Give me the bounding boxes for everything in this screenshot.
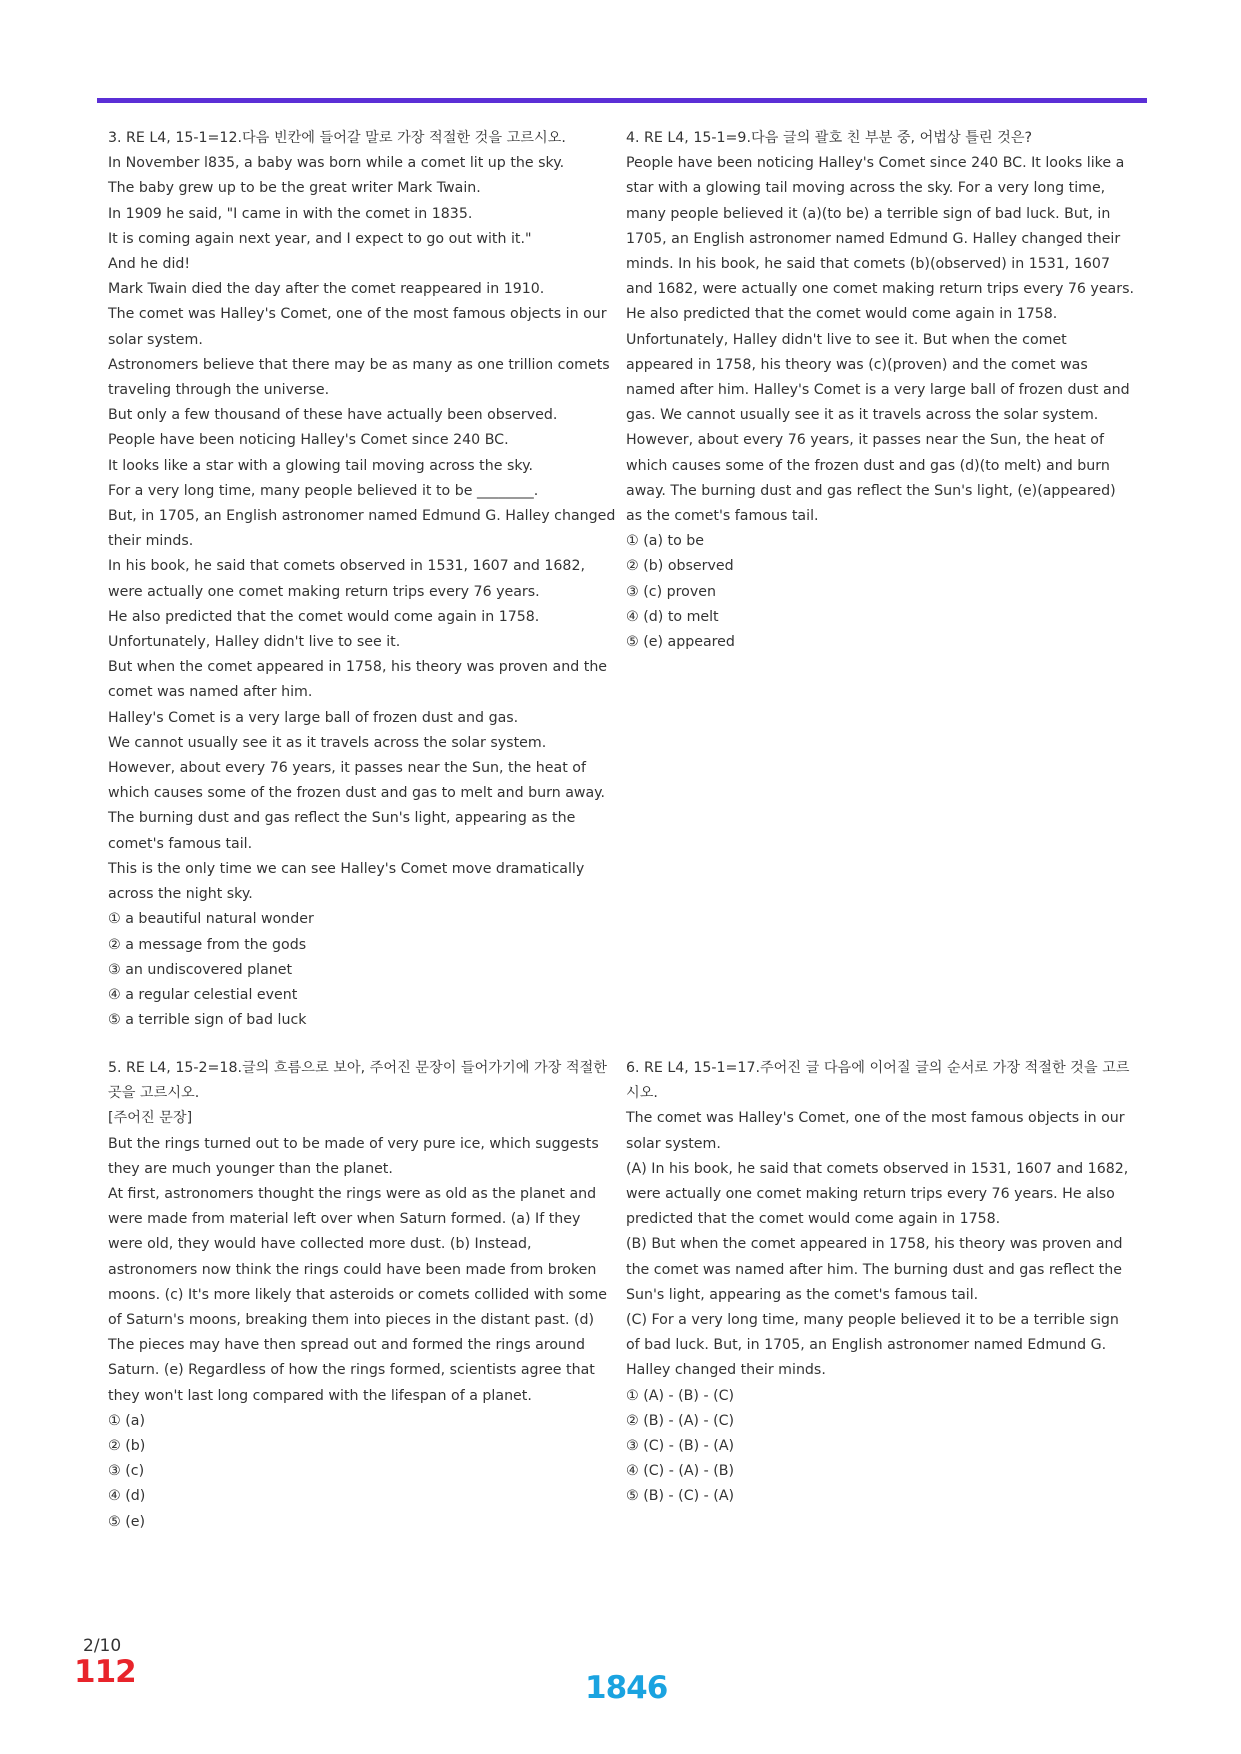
passage-line: Halley's Comet is a very large ball of frozen dust and gas. bbox=[108, 709, 519, 726]
passage-line: In 1909 he said, "I came in with the comet in 1835. bbox=[108, 205, 473, 222]
choice[interactable]: ① (A) - (B) - (C) bbox=[626, 1387, 735, 1404]
passage-line: It looks like a star with a glowing tail moving across the sky. bbox=[108, 457, 533, 474]
given-sentence: But the rings turned out to be made of very pure ice, which suggests they are much younger than the planet. bbox=[108, 1135, 599, 1177]
choice[interactable]: ④ a regular celestial event bbox=[108, 986, 298, 1003]
passage-line: But when the comet appeared in 1758, his theory was proven and the comet was named after him. bbox=[108, 659, 608, 701]
question-title: 3. RE L4, 15-1=12.다음 빈칸에 들어갈 말로 가장 적절한 것을 고르시오. bbox=[108, 130, 566, 146]
question-title: 4. RE L4, 15-1=9.다음 글의 괄호 친 부분 중, 어법상 틀린 것은? bbox=[626, 130, 1033, 146]
passage-line: The baby grew up to be the great writer Mark Twain. bbox=[108, 180, 481, 197]
choice[interactable]: ③ (C) - (B) - (A) bbox=[626, 1438, 735, 1455]
question-title: 5. RE L4, 15-2=18.글의 흐름으로 보아, 주어진 문장이 들어가기에 가장 적절한 곳을 고르시오. bbox=[108, 1060, 607, 1102]
intro-passage: The comet was Halley's Comet, one of the most famous objects in our solar system. bbox=[626, 1110, 1125, 1152]
question-5 bbox=[108, 1056, 618, 1535]
brand-logo-center: 1846 bbox=[585, 1670, 668, 1706]
question-3 bbox=[108, 126, 618, 1033]
passage-line: Unfortunately, Halley didn't live to see it. bbox=[108, 634, 401, 651]
passage-line: The burning dust and gas reflect the Sun's light, appearing as the comet's famous tail. bbox=[108, 810, 576, 852]
passage-line: For a very long time, many people believed it to be ________. bbox=[108, 482, 539, 499]
passage-line: Astronomers believe that there may be as many as one trillion comets traveling through the universe. bbox=[108, 356, 610, 399]
choice[interactable]: ③ (c) proven bbox=[626, 583, 716, 600]
choice[interactable]: ⑤ a terrible sign of bad luck bbox=[108, 1012, 307, 1029]
passage-line: He also predicted that the comet would come again in 1758. bbox=[108, 608, 540, 625]
passage-line: People have been noticing Halley's Comet since 240 BC. bbox=[108, 432, 509, 449]
question-4 bbox=[626, 126, 1136, 655]
paragraph-c: (C) For a very long time, many people believed it to be a terrible sign of bad luck. But, in 1705, an English astronomer named Edmund G. Halley changed their minds. bbox=[626, 1312, 1119, 1379]
passage-line: And he did! bbox=[108, 256, 191, 273]
passage-line: The comet was Halley's Comet, one of the most famous objects in our solar system. bbox=[108, 306, 607, 348]
page-number: 2/10 bbox=[83, 1636, 122, 1656]
choice[interactable]: ④ (d) bbox=[108, 1488, 146, 1505]
passage-line: In his book, he said that comets observed in 1531, 1607 and 1682, were actually one comet making return trips every 76 years. bbox=[108, 558, 585, 600]
passage-line: But only a few thousand of these have actually been observed. bbox=[108, 407, 558, 424]
choice[interactable]: ③ an undiscovered planet bbox=[108, 961, 293, 978]
passage-line: It is coming again next year, and I expect to go out with it." bbox=[108, 230, 532, 247]
choice[interactable]: ② (b) observed bbox=[626, 558, 734, 575]
choice[interactable]: ⑤ (e) bbox=[108, 1513, 146, 1530]
choice[interactable]: ② a message from the gods bbox=[108, 936, 307, 953]
brand-logo-left: 112 bbox=[74, 1654, 136, 1690]
passage-line: In November l835, a baby was born while a comet lit up the sky. bbox=[108, 155, 565, 172]
passage-line: However, about every 76 years, it passes near the Sun, the heat of which causes some of the frozen dust and gas to melt and burn away. bbox=[108, 760, 606, 802]
choice[interactable]: ⑤ (e) appeared bbox=[626, 634, 735, 651]
choice[interactable]: ④ (d) to melt bbox=[626, 608, 719, 625]
choice[interactable]: ① a beautiful natural wonder bbox=[108, 911, 314, 928]
choice[interactable]: ① (a) to be bbox=[626, 533, 704, 550]
question-6 bbox=[626, 1056, 1136, 1510]
choice[interactable]: ④ (C) - (A) - (B) bbox=[626, 1463, 735, 1480]
passage-line: We cannot usually see it as it travels across the solar system. bbox=[108, 734, 547, 751]
choice[interactable]: ② (b) bbox=[108, 1438, 146, 1455]
given-sentence-label: [주어진 문장] bbox=[108, 1110, 193, 1127]
paragraph-a: (A) In his book, he said that comets observed in 1531, 1607 and 1682, were actually one comet making return trips every 76 years. He also predicted that the comet would come again in 1758. bbox=[626, 1160, 1129, 1228]
question-title: 6. RE L4, 15-1=17.주어진 글 다음에 이어질 글의 순서로 가장 적절한 것을 고르시오. bbox=[626, 1060, 1130, 1102]
choice[interactable]: ① (a) bbox=[108, 1412, 145, 1429]
choice[interactable]: ③ (c) bbox=[108, 1463, 145, 1480]
passage: At first, astronomers thought the rings were as old as the planet and were made from material left over when Saturn formed. (a) If they were old, they would have collected more dust. (b) Instead, astronomers now think the rings could have been made from broken moons. (c) It's more likely that asteroids or comets collided with some of Saturn's moons, breaking them into pieces in the distant past. (d) The pieces may have then spread out and formed the rings around Saturn. (e) Regardless of how the rings formed, scientists agree that they won't last long compared with the lifespan of a planet. bbox=[108, 1186, 607, 1404]
top-rule bbox=[97, 98, 1147, 103]
passage: People have been noticing Halley's Comet since 240 BC. It looks like a star with a glowing tail moving across the sky. For a very long time, many people believed it (a)(to be) a terrible sign of bad luck. But, in 1705, an English astronomer named Edmund G. Halley changed their minds. In his book, he said that comets (b)(observed) in 1531, 1607 and 1682, were actually one comet making return trips every 76 years. He also predicted that the comet would come again in 1758. Unfortunately, Halley didn't live to see it. But when the comet appeared in 1758, his theory was (c)(proven) and the comet was named after him. Halley's Comet is a very large ball of frozen dust and gas. We cannot usually see it as it travels across the solar system. However, about every 76 years, it passes near the Sun, the heat of which causes some of the frozen dust and gas (d)(to melt) and burn away. The burning dust and gas reflect the Sun's light, (e)(appeared) as the comet's famous tail. bbox=[626, 155, 1134, 525]
choice[interactable]: ② (B) - (A) - (C) bbox=[626, 1412, 735, 1429]
choice[interactable]: ⑤ (B) - (C) - (A) bbox=[626, 1488, 735, 1505]
passage-line: Mark Twain died the day after the comet reappeared in 1910. bbox=[108, 281, 545, 298]
passage-line: But, in 1705, an English astronomer named Edmund G. Halley changed their minds. bbox=[108, 508, 616, 550]
passage-line: This is the only time we can see Halley's Comet move dramatically across the night sky. bbox=[108, 860, 585, 903]
paragraph-b: (B) But when the comet appeared in 1758, his theory was proven and the comet was named after him. The burning dust and gas reflect the Sun's light, appearing as the comet's famous tail. bbox=[626, 1236, 1123, 1303]
